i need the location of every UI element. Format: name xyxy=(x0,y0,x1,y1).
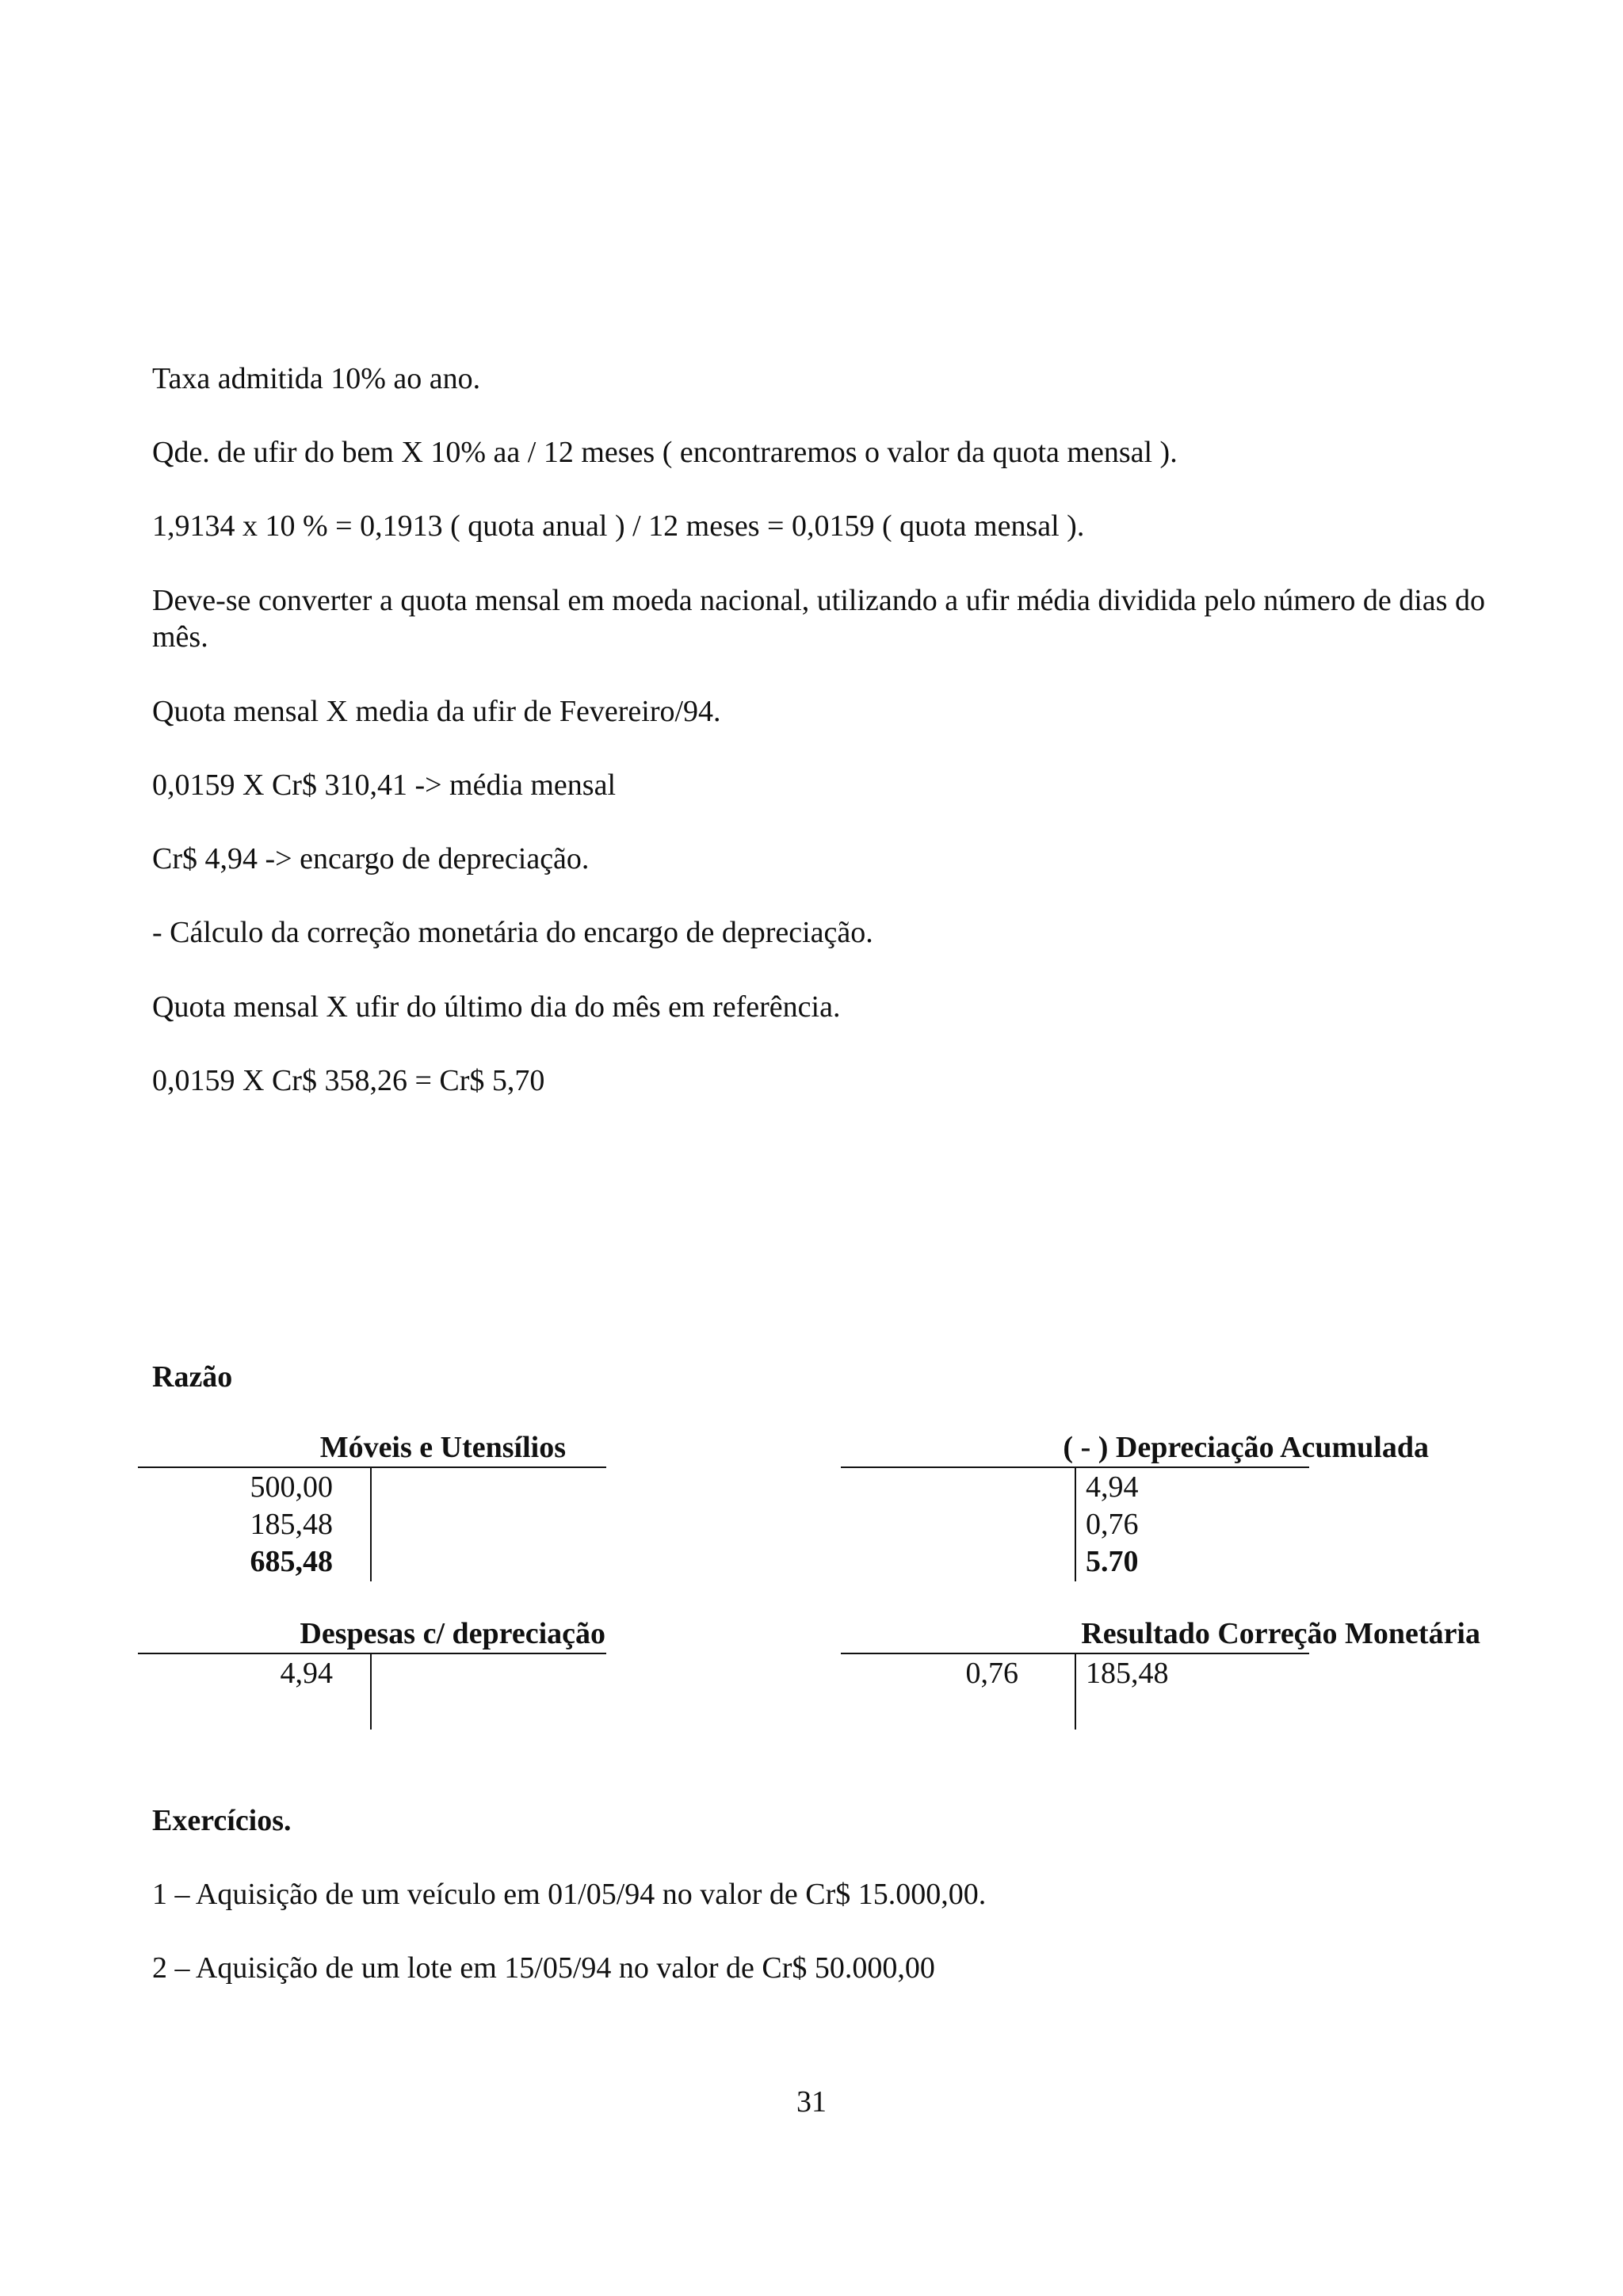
t-account-divider xyxy=(370,1654,372,1730)
razao-heading: Razão xyxy=(152,1360,233,1394)
t-account-divider xyxy=(370,1468,372,1581)
paragraph-converter: Deve-se converter a quota mensal em moeda nacional, utilizando a ufir média dividida pelo número de dias do mês. xyxy=(152,584,1485,654)
debit-total: 685,48 xyxy=(250,1545,333,1578)
exercicio-item-1: 1 – Aquisição de um veículo em 01/05/94 no valor de Cr$ 15.000,00. xyxy=(152,1878,987,1911)
paragraph-resultado-5-70: 0,0159 X Cr$ 358,26 = Cr$ 5,70 xyxy=(152,1064,545,1097)
debit-entry: 185,48 xyxy=(250,1508,333,1541)
t-account-title: Móveis e Utensílios xyxy=(319,1431,566,1464)
paragraph-qde-ufir: Qde. de ufir do bem X 10% aa / 12 meses ( encontraremos o valor da quota mensal ). xyxy=(152,436,1178,469)
exercicio-item-2: 2 – Aquisição de um lote em 15/05/94 no valor de Cr$ 50.000,00 xyxy=(152,1951,935,1985)
t-account-title: Resultado Correção Monetária xyxy=(1081,1617,1480,1650)
credit-entry: 0,76 xyxy=(1086,1508,1139,1541)
paragraph-taxa: Taxa admitida 10% ao ano. xyxy=(152,362,481,395)
paragraph-quota-calc: 1,9134 x 10 % = 0,1913 ( quota anual ) / 12 meses = 0,0159 ( quota mensal ). xyxy=(152,509,1085,543)
debit-entry: 0,76 xyxy=(965,1657,1018,1690)
t-account-title: Despesas c/ depreciação xyxy=(300,1617,605,1650)
paragraph-quota-media: Quota mensal X media da ufir de Fevereiro/94. xyxy=(152,695,721,728)
debit-entry: 500,00 xyxy=(250,1470,333,1504)
t-account-top-line xyxy=(138,1653,606,1654)
t-account-divider xyxy=(1075,1654,1076,1730)
t-account-divider xyxy=(1075,1468,1076,1581)
paragraph-calculo-correcao: - Cálculo da correção monetária do encargo de depreciação. xyxy=(152,916,873,949)
credit-entry: 185,48 xyxy=(1086,1657,1169,1690)
t-account-top-line xyxy=(138,1466,606,1468)
debit-entry: 4,94 xyxy=(280,1657,333,1690)
exercicios-heading: Exercícios. xyxy=(152,1804,292,1837)
t-account-title: ( - ) Depreciação Acumulada xyxy=(1063,1431,1429,1464)
paragraph-quota-ultimo-dia: Quota mensal X ufir do último dia do mês em referência. xyxy=(152,990,841,1024)
credit-entry: 4,94 xyxy=(1086,1470,1139,1504)
paragraph-encargo: Cr$ 4,94 -> encargo de depreciação. xyxy=(152,842,590,875)
page-number: 31 xyxy=(796,2085,827,2119)
paragraph-media-mensal: 0,0159 X Cr$ 310,41 -> média mensal xyxy=(152,769,617,802)
credit-total: 5.70 xyxy=(1086,1545,1139,1578)
